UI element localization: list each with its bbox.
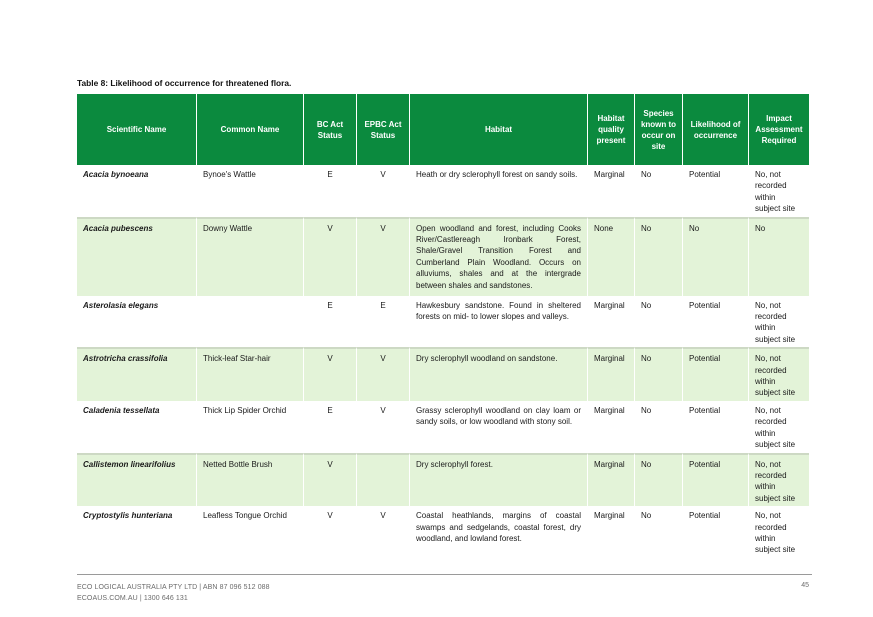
epbc-status-cell: V [357,217,410,296]
scientific-name-cell: Acacia bynoeana [77,165,197,217]
epbc-status-cell: V [357,506,410,558]
table-row [77,296,809,348]
habitat-quality-cell: Marginal [588,165,635,217]
table-header-row [77,94,809,165]
bc-status-cell: E [304,165,357,217]
common-name-cell: Netted Bottle Brush [197,453,304,507]
likelihood-cell: Potential [683,401,749,453]
table-row [77,165,809,217]
impact-cell: No [749,217,809,296]
habitat-quality-cell: Marginal [588,453,635,507]
impact-cell: No, not recorded within subject site [749,453,809,507]
impact-cell: No, not recorded within subject site [755,511,796,555]
epbc-status-cell [357,453,410,507]
likelihood-cell: Potential [683,296,749,348]
header-likelihood: Likelihood of occurrence [683,94,749,165]
habitat-quality-cell: None [588,217,635,296]
footer-company [77,582,270,604]
footer-company-line: ECO LOGICAL AUSTRALIA PTY LTD | ABN 87 096 512 088 [77,584,270,591]
impact-cell: No, not recorded within subject site [749,347,809,401]
habitat-cell: Dry sclerophyll woodland on sandstone. [410,347,588,401]
header-habitat-quality: Habitat quality present [588,94,635,165]
likelihood-cell: No [683,217,749,296]
species-known-cell: No [635,506,683,558]
table-row [77,347,809,401]
bc-status-cell: V [304,217,357,296]
common-name-cell: Leafless Tongue Orchid [197,506,304,558]
bc-status-cell: V [304,506,357,558]
common-name-cell: Thick-leaf Star-hair [197,347,304,401]
table-caption: Table 8: Likelihood of occurrence for threatened flora. [77,78,292,88]
species-known-cell: No [635,401,683,453]
likelihood-cell: Potential [683,453,749,507]
table-row [77,453,809,507]
footer-divider [77,574,812,575]
header-impact-assessment: Impact Assessment Required [749,94,809,165]
bc-status-cell: V [304,347,357,401]
habitat-cell: Grassy sclerophyll woodland on clay loam or sandy soils, or low woodland with stony soil. [410,401,588,453]
species-known-cell: No [635,165,683,217]
habitat-quality-cell: Marginal [588,347,635,401]
habitat-cell: Hawkesbury sandstone. Found in sheltered forests on mid- to lower slopes and valleys. [410,296,588,348]
header-bc-act-status: BC Act Status [304,94,357,165]
table-row [77,506,809,558]
scientific-name-cell: Cryptostylis hunteriana [77,506,197,558]
likelihood-cell: Potential [683,347,749,401]
bc-status-cell: V [304,453,357,507]
impact-cell: No, not recorded within subject site [755,170,796,214]
scientific-name-cell: Acacia pubescens [77,217,197,296]
epbc-status-cell: V [357,401,410,453]
species-known-cell: No [635,217,683,296]
flora-table [77,94,809,558]
species-known-cell: No [635,453,683,507]
header-scientific-name: Scientific Name [77,94,197,165]
header-common-name: Common Name [197,94,304,165]
scientific-name-cell: Asterolasia elegans [77,296,197,348]
header-epbc-act-status: EPBC Act Status [357,94,410,165]
species-known-cell: No [635,296,683,348]
habitat-cell: Coastal heathlands, margins of coastal swamps and sedgelands, coastal forest, dry woodland, and lowland forest. [410,506,588,558]
header-species-known: Species known to occur on site [635,94,683,165]
habitat-cell: Heath or dry sclerophyll forest on sandy soils. [410,165,588,217]
likelihood-cell: Potential [683,506,749,558]
habitat-cell: Open woodland and forest, including Cooks River/Castlereagh Ironbark Forest, Shale/Gravel Transition Forest and Cumberland Plain Woodland. Occurs on alluviums, shales and at the intergrade between shales and sandstones. [410,217,588,296]
epbc-status-cell: E [357,296,410,348]
scientific-name-cell: Astrotricha crassifolia [77,347,197,401]
scientific-name-cell: Caladenia tessellata [77,401,197,453]
species-known-cell: No [635,347,683,401]
common-name-cell: Downy Wattle [197,217,304,296]
footer-contact-line: ECOAUS.COM.AU | 1300 646 131 [77,595,188,602]
page-number: 45 [801,582,809,589]
habitat-quality-cell: Marginal [588,296,635,348]
habitat-quality-cell: Marginal [588,506,635,558]
common-name-cell [197,296,304,348]
habitat-quality-cell: Marginal [588,401,635,453]
scientific-name-cell: Callistemon linearifolius [77,453,197,507]
table-row [77,217,809,296]
common-name-cell: Thick Lip Spider Orchid [197,401,304,453]
bc-status-cell: E [304,401,357,453]
table-row [77,401,809,453]
habitat-cell: Dry sclerophyll forest. [410,453,588,507]
likelihood-cell: Potential [683,165,749,217]
impact-cell: No, not recorded within subject site [755,300,796,344]
common-name-cell: Bynoe's Wattle [197,165,304,217]
impact-cell: No, not recorded within subject site [755,405,796,450]
bc-status-cell: E [304,296,357,348]
epbc-status-cell: V [357,347,410,401]
epbc-status-cell: V [357,165,410,217]
header-habitat: Habitat [410,94,588,165]
